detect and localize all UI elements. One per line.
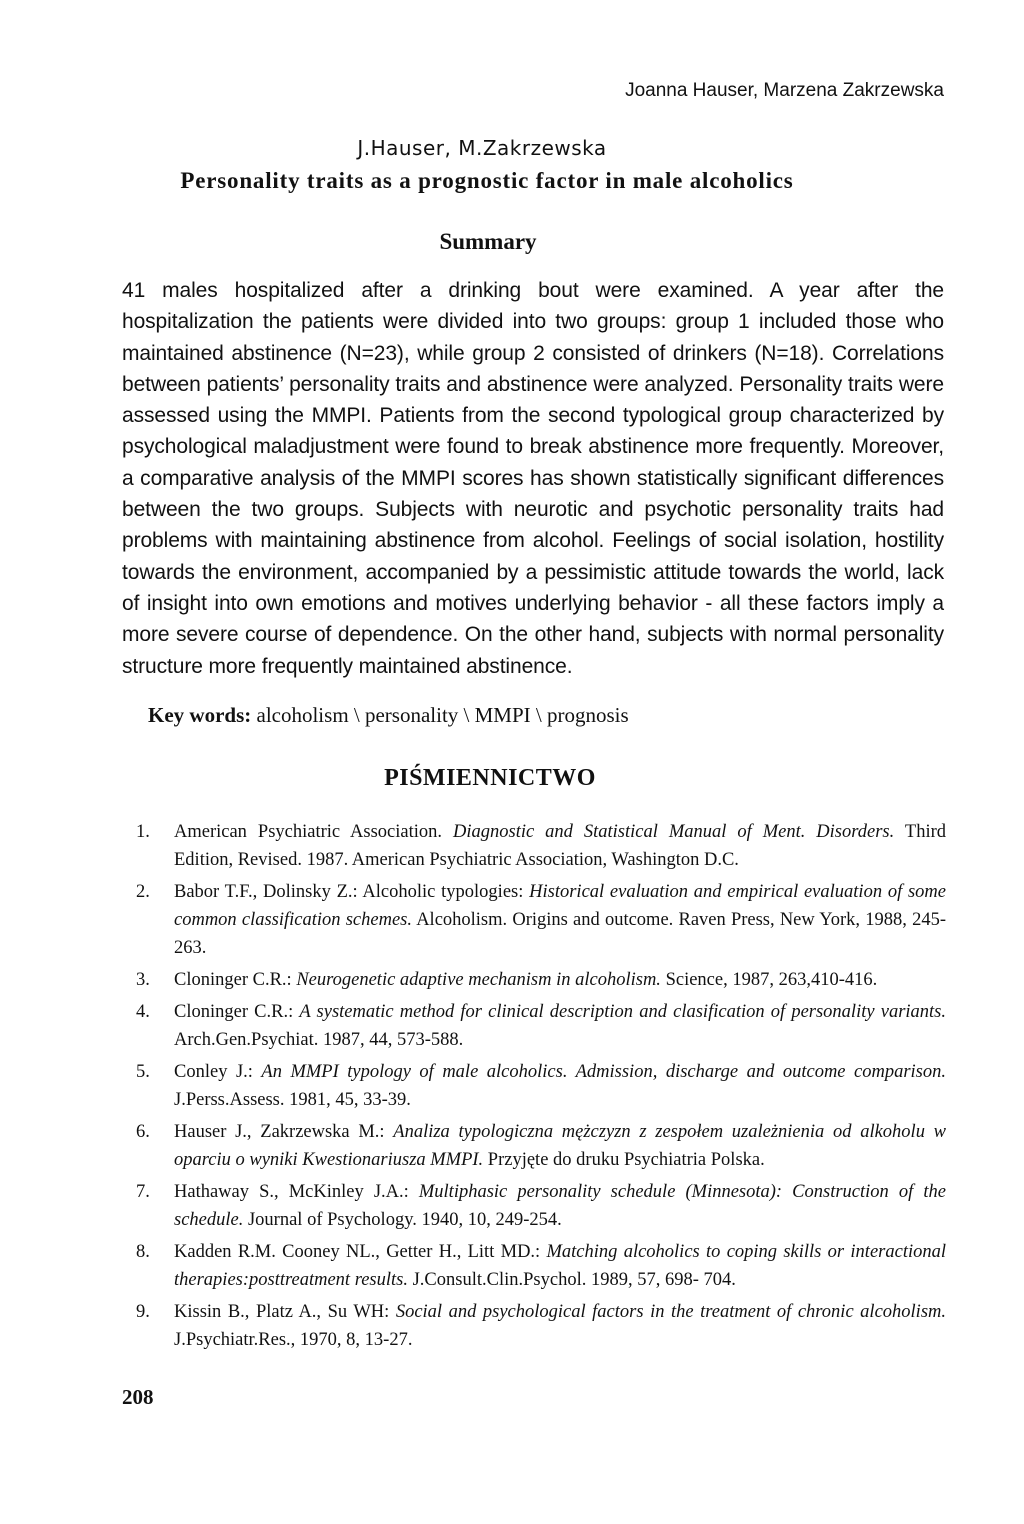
reference-authors: American Psychiatric Association.: [174, 822, 453, 842]
reference-title: A systematic method for clinical description and clasification of personality variants.: [299, 1002, 946, 1022]
reference-number: 3.: [136, 970, 150, 990]
reference-authors: Hathaway S., McKinley J.A.:: [174, 1182, 419, 1202]
article-title: Personality traits as a prognostic factor in male alcoholics: [180, 168, 794, 193]
reference-authors: Conley J.:: [174, 1062, 262, 1082]
reference-source: Journal of Psychology. 1940, 10, 249-254.: [243, 1210, 562, 1230]
reference-authors: Kadden R.M. Cooney NL., Getter H., Litt MD.:: [174, 1242, 547, 1262]
article-title-block: [0, 136, 1024, 194]
reference-item: [136, 1058, 946, 1114]
keywords-label: Key words:: [148, 703, 252, 727]
reference-list: [136, 818, 946, 1358]
reference-title: An MMPI typology of male alcoholics. Admission, discharge and outcome comparison.: [261, 1062, 946, 1082]
running-header-authors: Joanna Hauser, Marzena Zakrzewska: [625, 80, 944, 101]
reference-title: Matching alcoholics to coping skills or interactional therapies:posttreatment results.: [174, 1242, 946, 1290]
keywords: [148, 703, 629, 728]
reference-source: Arch.Gen.Psychiat. 1987, 44, 573-588.: [174, 1030, 464, 1050]
page-number: 208: [122, 1385, 154, 1409]
reference-item: [136, 1298, 946, 1354]
reference-authors: Hauser J., Zakrzewska M.:: [174, 1122, 394, 1142]
reference-item: [136, 818, 946, 874]
article-authors: J.Hauser, M.Zakrzewska: [357, 136, 607, 160]
reference-source: J.Consult.Clin.Psychol. 1989, 57, 698- 704.: [407, 1270, 736, 1290]
reference-title: Multiphasic personality schedule (Minnesota): Construction of the schedule.: [174, 1182, 946, 1230]
reference-authors: Cloninger C.R.:: [174, 970, 297, 990]
summary-heading: Summary: [439, 229, 537, 254]
reference-source: J.Psychiatr.Res., 1970, 8, 13-27.: [174, 1330, 413, 1350]
reference-source: Science, 1987, 263,410-416.: [660, 970, 878, 990]
reference-source: Przyjęte do druku Psychiatria Polska.: [483, 1150, 765, 1170]
reference-number: 5.: [136, 1062, 150, 1082]
reference-source: J.Perss.Assess. 1981, 45, 33-39.: [174, 1090, 411, 1110]
summary-text: 41 males hospitalized after a drinking bout were examined. A year after the hospitalization the patients were divided into two groups: group 1 included those who maintained abstinence (N=23), while group 2 consisted of drinkers (N=18). Correlations between patients’ personality traits and abstinence were analyzed. Personality traits were assessed using the MMPI. Patients from the second typological group characterized by psychological maladjustment were found to break abstinence more frequently. Moreover, a comparative analysis of the MMPI scores has shown statistically significant differences between the two groups. Subjects with neurotic and psychotic personality traits had problems with maintaining abstinence from alcohol. Feelings of social isolation, hostility towards the environment, accompanied by a pessimistic attitude towards the world, lack of insight into own emotions and motives underlying behavior - all these factors imply a more severe course of dependence. On the other hand, subjects with normal personality structure more frequently maintained abstinence.: [122, 279, 944, 678]
reference-number: 4.: [136, 1002, 150, 1022]
reference-title: Analiza typologiczna mężczyzn z zespołem uzależnienia od alkoholu w oparciu o wyniki Kwestionariusza MMPI.: [174, 1122, 946, 1170]
keywords-value: alcoholism \ personality \ MMPI \ prognosis: [256, 703, 629, 727]
reference-authors: Kissin B., Platz A., Su WH:: [174, 1302, 396, 1322]
reference-item: [136, 1238, 946, 1294]
reference-item: [136, 966, 946, 994]
reference-number: 8.: [136, 1242, 150, 1262]
reference-authors: Babor T.F., Dolinsky Z.: Alcoholic typologies:: [174, 882, 530, 902]
reference-number: 9.: [136, 1302, 150, 1322]
reference-item: [136, 998, 946, 1054]
references-heading: PIŚMIENNICTWO: [384, 765, 596, 791]
reference-number: 7.: [136, 1182, 150, 1202]
reference-item: [136, 878, 946, 962]
reference-number: 1.: [136, 822, 150, 842]
reference-title: Social and psychological factors in the treatment of chronic alcoholism.: [395, 1302, 946, 1322]
reference-authors: Cloninger C.R.:: [174, 1002, 300, 1022]
reference-source: Third Edition, Revised. 1987. American Psychiatric Association, Washington D.C.: [174, 822, 946, 870]
reference-source: Alcoholism. Origins and outcome. Raven Press, New York, 1988, 245-263.: [174, 910, 946, 958]
reference-title: Historical evaluation and empirical evaluation of some common classification schemes.: [174, 882, 947, 930]
reference-number: 2.: [136, 882, 150, 902]
reference-item: [136, 1118, 946, 1174]
reference-number: 6.: [136, 1122, 150, 1142]
reference-title: Diagnostic and Statistical Manual of Ment. Disorders.: [453, 822, 895, 842]
reference-item: [136, 1178, 946, 1234]
reference-title: Neurogenetic adaptive mechanism in alcoholism.: [296, 970, 661, 990]
